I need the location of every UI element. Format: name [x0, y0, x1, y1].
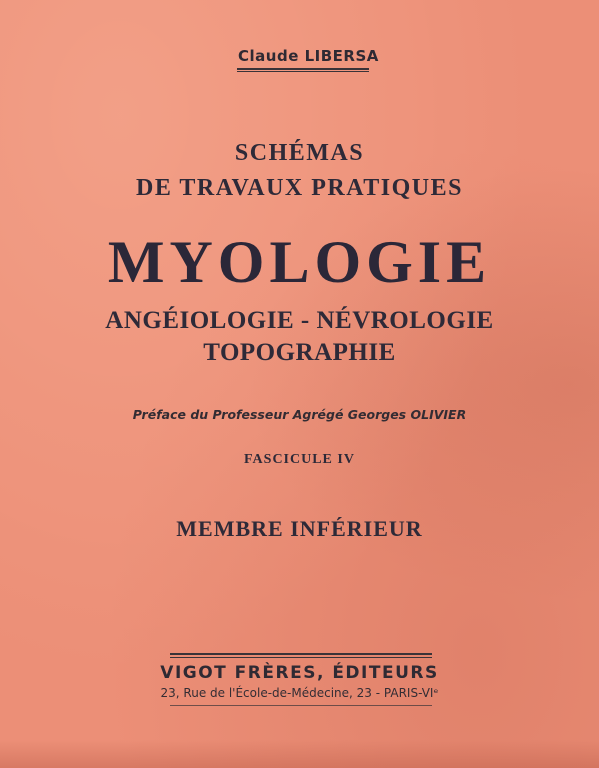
- publisher-address: 23, Rue de l'École-de-Médecine, 23 - PARIS-VIᵉ: [160, 686, 439, 700]
- author-underline-thin: [237, 71, 369, 72]
- publisher-rule-top: [170, 653, 432, 655]
- subtitle-line-2: TOPOGRAPHIE: [203, 339, 396, 366]
- title-line-1: SCHÉMAS: [234, 140, 365, 166]
- publisher-name: VIGOT FRÈRES, ÉDITEURS: [160, 663, 439, 683]
- author-underline: [237, 68, 369, 70]
- volume-title: MEMBRE INFÉRIEUR: [176, 516, 423, 541]
- publisher-rule-bottom: [170, 705, 432, 706]
- fascicule-number: FASCICULE IV: [244, 452, 355, 467]
- publisher-rule-top-thin: [170, 657, 432, 658]
- main-title: MYOLOGIE: [107, 229, 492, 295]
- author-name: Claude LIBERSA: [238, 47, 379, 65]
- preface-credit: Préface du Professeur Agrégé Georges OLIVIER: [132, 407, 467, 422]
- cover-bottom-edge: [0, 740, 599, 768]
- title-line-2: DE TRAVAUX PRATIQUES: [136, 175, 463, 201]
- subtitle-line-1: ANGÉIOLOGIE - NÉVROLOGIE: [105, 307, 494, 334]
